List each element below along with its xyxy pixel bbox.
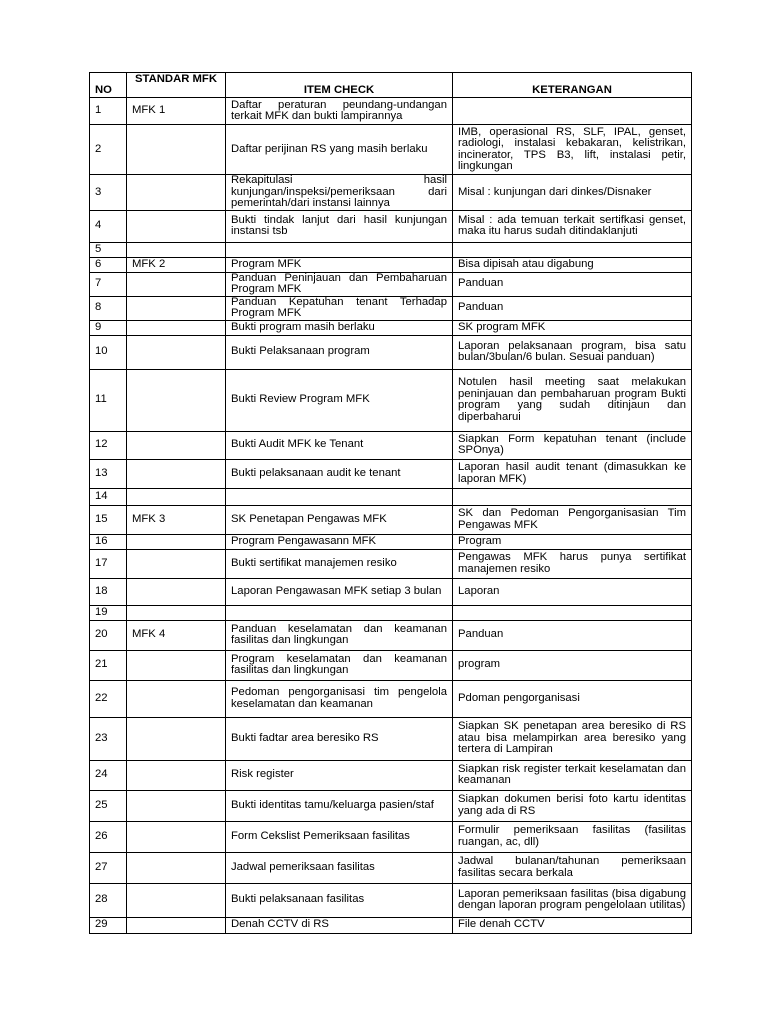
table-row (90, 459, 692, 488)
row-keterangan-text: Panduan (458, 301, 504, 314)
row-item-check (226, 680, 453, 717)
row-standar (127, 296, 226, 320)
row-item-check-text: Jadwal pemeriksaan fasilitas (231, 860, 375, 873)
row-keterangan (453, 125, 692, 175)
row-item-check-text: Laporan Pengawasan MFK setiap 3 bulan (231, 584, 442, 597)
row-no (90, 917, 127, 933)
table-row (90, 175, 692, 211)
row-item-check (226, 852, 453, 883)
row-keterangan (453, 534, 692, 549)
row-standar (127, 883, 226, 917)
row-no (90, 650, 127, 680)
row-no (90, 296, 127, 320)
row-item-check (226, 459, 453, 488)
row-keterangan (453, 431, 692, 459)
row-standar (127, 242, 226, 257)
row-keterangan-text: Laporan pemeriksaan fasilitas (bisa digabung dengan laporan program pengelolaan utilitas) (458, 887, 686, 911)
table-row (90, 620, 692, 650)
row-item-check (226, 760, 453, 790)
row-item-check (226, 505, 453, 534)
row-item-check (226, 125, 453, 175)
row-no-text: 20 (95, 628, 108, 641)
row-no-text: 11 (95, 393, 107, 406)
table-row (90, 242, 692, 257)
row-standar (127, 549, 226, 578)
row-keterangan-text: Laporan (458, 584, 500, 597)
row-item-check-text: Rekapitulasi hasil kunjungan/inspeksi/pemeriksaan dari pemerintah/dari instansi lainnya (231, 174, 447, 209)
row-no (90, 549, 127, 578)
row-no (90, 175, 127, 211)
row-no-text: 12 (95, 438, 108, 451)
row-keterangan (453, 296, 692, 320)
row-standar (127, 717, 226, 760)
row-keterangan-text: Siapkan dokumen berisi foto kartu identitas yang ada di RS (458, 793, 686, 817)
row-standar (127, 505, 226, 534)
row-keterangan-text: Pengawas MFK harus punya sertifikat manajemen resiko (458, 551, 686, 575)
row-standar (127, 578, 226, 605)
row-standar (127, 335, 226, 369)
row-item-check-text: Bukti identitas tamu/keluarga pasien/staf (231, 798, 434, 811)
row-item-check (226, 320, 453, 335)
row-item-check-text: Panduan Peninjauan dan Pembaharuan Program MFK (231, 272, 447, 295)
row-no-text: 7 (95, 277, 102, 290)
row-item-check-text: Program keselamatan dan keamanan fasilitas dan lingkungan (231, 652, 447, 676)
row-keterangan-text: Program (458, 534, 502, 547)
row-keterangan (453, 257, 692, 272)
row-item-check (226, 620, 453, 650)
row-item-check (226, 534, 453, 549)
table-row (90, 534, 692, 549)
row-no-text: 27 (95, 860, 108, 873)
row-item-check-text: Denah CCTV di RS (231, 918, 329, 931)
row-keterangan (453, 790, 692, 821)
row-keterangan-text: Pdoman pengorganisasi (458, 691, 580, 704)
table-row (90, 505, 692, 534)
row-no (90, 125, 127, 175)
row-item-check (226, 650, 453, 680)
row-standar (127, 125, 226, 175)
row-no-text: 3 (95, 185, 102, 198)
row-item-check (226, 717, 453, 760)
row-item-check-text: Bukti Audit MFK ke Tenant (231, 438, 364, 451)
row-standar (127, 459, 226, 488)
table-row (90, 790, 692, 821)
row-no (90, 488, 127, 505)
row-standar (127, 680, 226, 717)
row-no (90, 210, 127, 242)
row-item-check-text: Daftar perijinan RS yang masih berlaku (231, 142, 428, 155)
row-no (90, 534, 127, 549)
row-item-check (226, 578, 453, 605)
header-item-check: ITEM CHECK (226, 73, 453, 98)
row-keterangan-text: Siapkan SK penetapan area beresiko di RS atau bisa melampirkan area beresiko yang tertera di Lampiran (458, 720, 686, 756)
table-row (90, 852, 692, 883)
row-no (90, 760, 127, 790)
row-item-check (226, 431, 453, 459)
row-no-text: 15 (95, 512, 108, 525)
row-keterangan-text: Misal : kunjungan dari dinkes/Disnaker (458, 185, 652, 198)
row-no-text: 1 (95, 104, 102, 117)
header-row (90, 73, 692, 98)
row-keterangan (453, 242, 692, 257)
row-no-text: 2 (95, 142, 102, 155)
table-row (90, 369, 692, 431)
row-standar (127, 272, 226, 296)
row-item-check-text: Risk register (231, 768, 294, 781)
row-no (90, 459, 127, 488)
mfk-checklist-table (89, 72, 692, 934)
row-keterangan (453, 549, 692, 578)
row-no-text: 16 (95, 534, 108, 547)
row-item-check-text: Bukti fadtar area beresiko RS (231, 731, 379, 744)
row-item-check (226, 369, 453, 431)
row-no-text: 9 (95, 320, 102, 333)
row-item-check-text: Bukti Pelaksanaan program (231, 345, 370, 358)
row-no-text: 26 (95, 829, 108, 842)
row-no (90, 680, 127, 717)
row-item-check-text: Form Cekslist Pemeriksaan fasilitas (231, 829, 410, 842)
row-standar (127, 534, 226, 549)
row-item-check-text: Panduan Kepatuhan tenant Terhadap Program MFK (231, 296, 447, 319)
table-row (90, 257, 692, 272)
row-no (90, 320, 127, 335)
row-no (90, 605, 127, 620)
row-item-check (226, 242, 453, 257)
row-standar (127, 488, 226, 505)
row-keterangan-text: IMB, operasional RS, SLF, IPAL, genset, radiologi, instalasi kebakaran, kelistrikan, incinerator, TPS B3, lift, instalasi petir, lingkungan (458, 125, 686, 172)
row-item-check (226, 790, 453, 821)
row-no (90, 821, 127, 852)
table-row (90, 883, 692, 917)
row-no (90, 790, 127, 821)
row-no-text: 13 (95, 466, 108, 479)
table-row (90, 431, 692, 459)
row-keterangan (453, 821, 692, 852)
row-no (90, 369, 127, 431)
row-item-check (226, 210, 453, 242)
row-keterangan (453, 620, 692, 650)
row-no (90, 883, 127, 917)
header-keterangan: KETERANGAN (453, 73, 692, 98)
row-item-check (226, 883, 453, 917)
row-no (90, 717, 127, 760)
row-item-check-text: Bukti program masih berlaku (231, 320, 375, 333)
row-standar (127, 431, 226, 459)
row-item-check-text: Bukti pelaksanaan audit ke tenant (231, 466, 401, 479)
row-no-text: 17 (95, 556, 108, 569)
row-keterangan-text: Laporan hasil audit tenant (dimasukkan ke laporan MFK) (458, 461, 686, 485)
row-no (90, 242, 127, 257)
row-standar (127, 852, 226, 883)
row-no (90, 578, 127, 605)
table-row (90, 549, 692, 578)
table-row (90, 488, 692, 505)
row-keterangan (453, 505, 692, 534)
table-row (90, 272, 692, 296)
row-keterangan-text: Misal : ada temuan terkait sertifkasi genset, maka itu harus sudah ditindaklanjuti (458, 213, 686, 237)
row-item-check-text: SK Penetapan Pengawas MFK (231, 512, 387, 525)
row-item-check (226, 272, 453, 296)
row-keterangan (453, 175, 692, 211)
row-no-text: 24 (95, 768, 108, 781)
row-keterangan-text: Siapkan risk register terkait keselamatan dan keamanan (458, 762, 686, 786)
table-row (90, 650, 692, 680)
row-item-check (226, 335, 453, 369)
row-no-text: 8 (95, 301, 102, 314)
row-standar (127, 320, 226, 335)
row-keterangan-text: Formulir pemeriksaan fasilitas (fasilitas ruangan, ac, dll) (458, 824, 686, 848)
row-item-check-text: Bukti Review Program MFK (231, 393, 370, 406)
table-row (90, 210, 692, 242)
table-row (90, 605, 692, 620)
row-keterangan (453, 459, 692, 488)
row-standar (127, 98, 226, 125)
row-standar (127, 760, 226, 790)
row-no-text: 18 (95, 584, 108, 597)
row-keterangan (453, 605, 692, 620)
row-item-check (226, 917, 453, 933)
row-item-check-text: Daftar peraturan peundang-undangan terkait MFK dan bukti lampirannya (231, 98, 447, 122)
row-keterangan-text: Siapkan Form kepatuhan tenant (include SPOnya) (458, 432, 686, 456)
row-keterangan (453, 369, 692, 431)
row-no-text: 19 (95, 605, 108, 618)
row-no (90, 505, 127, 534)
row-keterangan-text: SK dan Pedoman Pengorganisasian Tim Pengawas MFK (458, 507, 686, 531)
row-standar (127, 821, 226, 852)
row-keterangan-text: File denah CCTV (458, 918, 545, 931)
row-keterangan (453, 852, 692, 883)
row-no-text: 5 (95, 242, 102, 255)
row-standar (127, 605, 226, 620)
row-keterangan-text: Jadwal bulanan/tahunan pemeriksaan fasilitas secara berkala (458, 855, 686, 879)
row-item-check-text: Program Pengawasann MFK (231, 534, 377, 547)
row-no-text: 6 (95, 257, 102, 270)
row-item-check-text: Panduan keselamatan dan keamanan fasilitas dan lingkungan (231, 622, 447, 646)
row-keterangan-text: Panduan (458, 277, 504, 290)
row-item-check-text: Pedoman pengorganisasi tim pengelola keselamatan dan keamanan (231, 686, 447, 710)
row-no-text: 4 (95, 219, 102, 232)
table-row (90, 717, 692, 760)
table-row (90, 335, 692, 369)
row-keterangan-text: SK program MFK (458, 320, 546, 333)
row-item-check (226, 605, 453, 620)
row-standar (127, 369, 226, 431)
row-keterangan (453, 760, 692, 790)
row-keterangan-text: Panduan (458, 628, 504, 641)
row-standar (127, 790, 226, 821)
row-standar-text: MFK 4 (132, 628, 166, 641)
row-no-text: 14 (95, 489, 108, 502)
row-item-check-text: Bukti sertifikat manajemen resiko (231, 556, 397, 569)
row-no-text: 23 (95, 731, 108, 744)
row-item-check-text: Program MFK (231, 257, 302, 270)
row-no (90, 272, 127, 296)
row-keterangan (453, 98, 692, 125)
row-item-check (226, 175, 453, 211)
row-keterangan (453, 272, 692, 296)
row-no (90, 335, 127, 369)
row-keterangan (453, 650, 692, 680)
row-item-check (226, 257, 453, 272)
row-item-check (226, 98, 453, 125)
row-keterangan-text: Laporan pelaksanaan program, bisa satu bulan/3bulan/6 bulan. Sesuai panduan) (458, 339, 686, 363)
table-row (90, 98, 692, 125)
row-standar (127, 917, 226, 933)
table-row (90, 917, 692, 933)
row-item-check-text: Bukti pelaksanaan fasilitas (231, 893, 365, 906)
row-no-text: 21 (95, 658, 108, 671)
table-row (90, 320, 692, 335)
row-no (90, 852, 127, 883)
row-standar (127, 175, 226, 211)
row-standar-text: MFK 1 (132, 104, 166, 117)
row-item-check (226, 821, 453, 852)
row-keterangan-text: program (458, 658, 501, 671)
header-no: NO (90, 73, 127, 98)
table-row (90, 760, 692, 790)
row-keterangan (453, 335, 692, 369)
row-no-text: 29 (95, 918, 108, 931)
row-keterangan (453, 210, 692, 242)
table-row (90, 296, 692, 320)
row-no-text: 25 (95, 798, 108, 811)
row-keterangan (453, 717, 692, 760)
table-row (90, 578, 692, 605)
row-standar-text: MFK 3 (132, 512, 166, 525)
row-keterangan (453, 917, 692, 933)
row-no (90, 431, 127, 459)
row-item-check (226, 549, 453, 578)
row-no (90, 98, 127, 125)
row-standar (127, 257, 226, 272)
header-standar: STANDAR MFK (127, 73, 226, 98)
row-no-text: 22 (95, 691, 108, 704)
row-no (90, 620, 127, 650)
table-row (90, 125, 692, 175)
row-keterangan (453, 578, 692, 605)
row-keterangan-text: Bisa dipisah atau digabung (458, 257, 594, 270)
row-keterangan (453, 320, 692, 335)
row-standar (127, 210, 226, 242)
row-item-check (226, 488, 453, 505)
row-no (90, 257, 127, 272)
row-keterangan (453, 680, 692, 717)
table-row (90, 680, 692, 717)
row-keterangan-text: Notulen hasil meeting saat melakukan peninjauan dan pembaharuan program Bukti program yang sudah ditinjaun dan diperbaharui (458, 376, 686, 423)
row-standar-text: MFK 2 (132, 257, 166, 270)
row-keterangan (453, 883, 692, 917)
row-standar (127, 620, 226, 650)
row-standar (127, 650, 226, 680)
row-item-check-text: Bukti tindak lanjut dari hasil kunjungan instansi tsb (231, 213, 447, 237)
row-no-text: 28 (95, 893, 108, 906)
table-row (90, 821, 692, 852)
row-item-check (226, 296, 453, 320)
row-no-text: 10 (95, 345, 108, 358)
row-keterangan (453, 488, 692, 505)
